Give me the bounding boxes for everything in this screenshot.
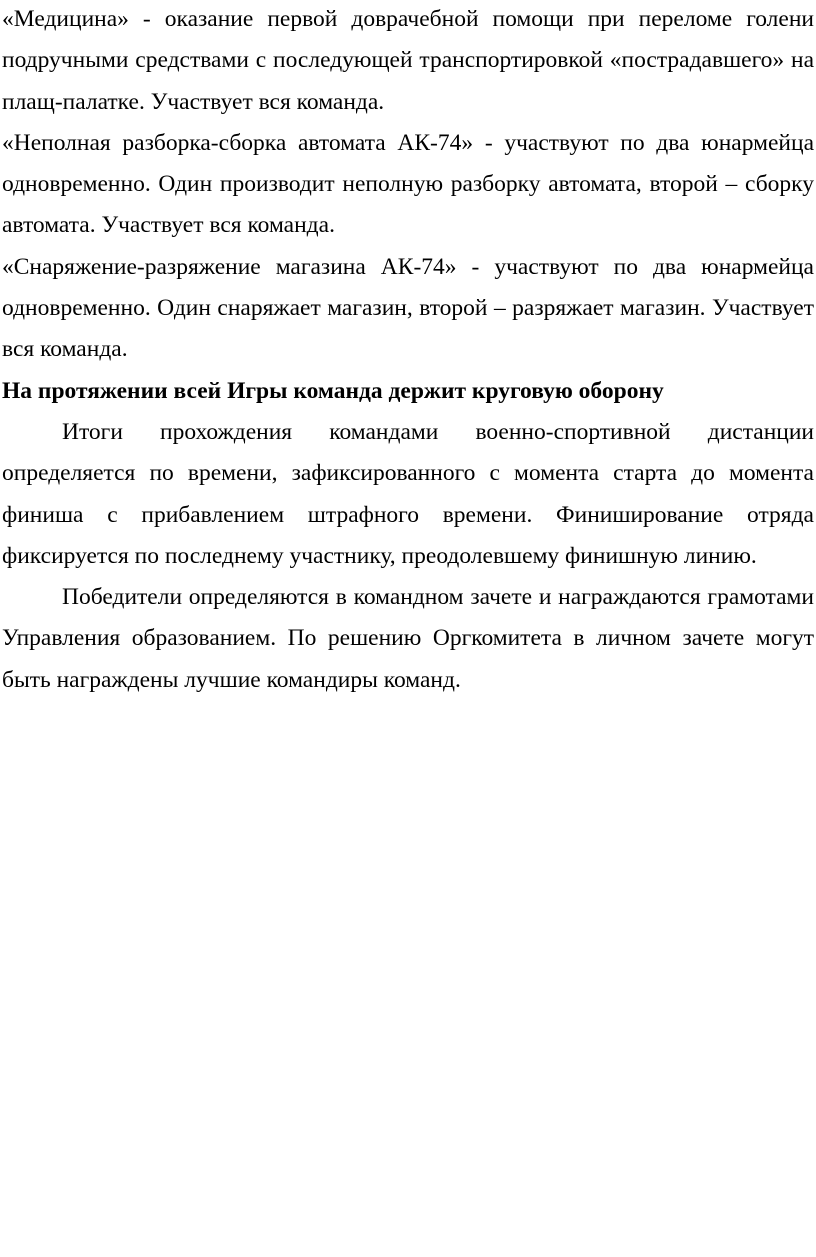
paragraph-medicine: «Медицина» - оказание первой доврачебной помощи при переломе голени подручными средствами с последующей транспортировкой «пострадавшего» на плащ-палатке. Участвует вся команда. [2, 6, 814, 115]
paragraph-disassembly: «Неполная разборка-сборка автомата АК-74» - участвуют по два юнармейца одновременно. Один производит неполную разборку автомата, второй – сборку автомата. Участвует вся команда. [2, 129, 814, 239]
paragraph-magazine: «Снаряжение-разряжение магазина АК-74» - участвуют по два юнармейца одновременно. Один снаряжает магазин, второй – разряжает магазин. Участвует вся команда. [2, 253, 814, 363]
paragraph-winners: Победители определяются в командном зачете и награждаются грамотами Управления образованием. По решению Оргкомитета в личном зачете могут быть награждены лучшие командиры команд. [2, 584, 814, 693]
paragraph-results: Итоги прохождения командами военно-спортивной дистанции определяется по времени, зафиксированного с момента старта до момента финиша с прибавлением штрафного времени. Финиширование отряда фиксируется по последнему участнику, преодолевшему финишную линию. [2, 418, 814, 569]
document-body [2, 0, 814, 701]
paragraph-defense-heading: На протяжении всей Игры команда держит круговую оборону [2, 377, 664, 404]
